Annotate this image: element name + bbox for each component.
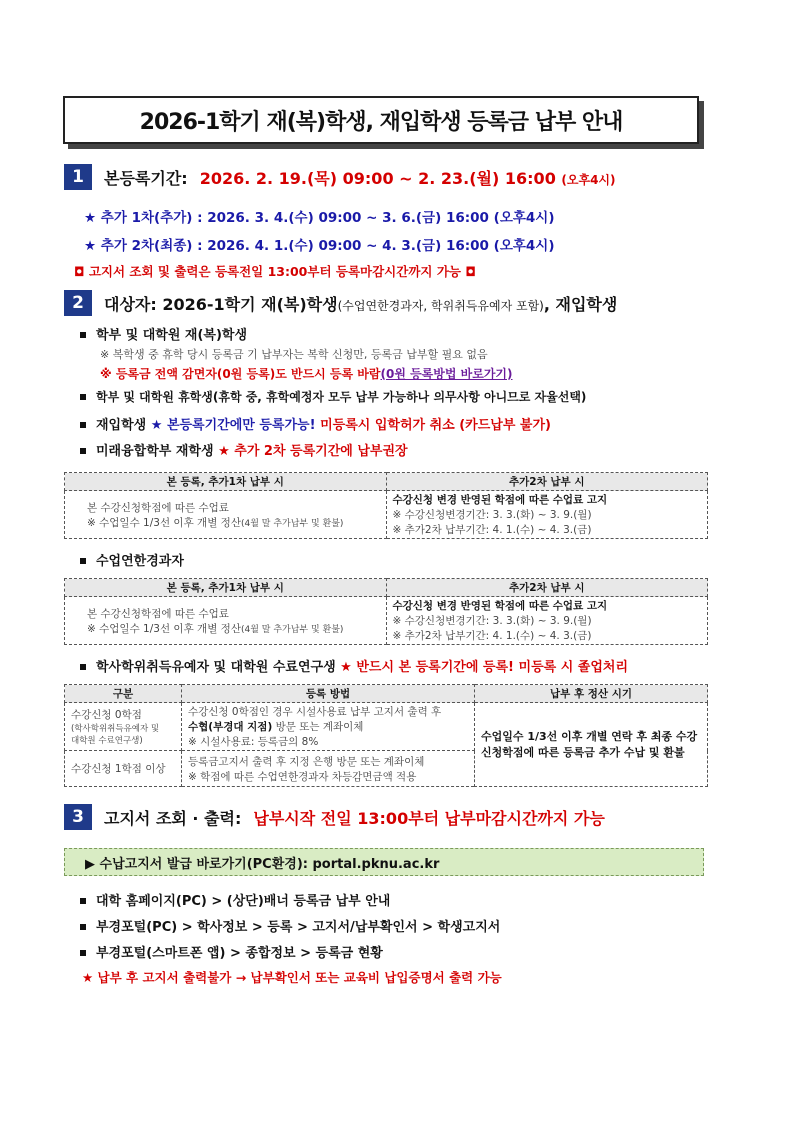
table-header: 본 등록, 추가1차 납부 시 (65, 579, 387, 597)
section-label: 본등록기간: (104, 168, 188, 188)
table-header: 추가2차 납부 시 (386, 473, 708, 491)
table-header: 구분 (65, 685, 182, 703)
bullet-square-icon (80, 448, 86, 454)
payment-table-1 (64, 472, 708, 539)
section-label: 고지서 조회 · 출력: (104, 808, 242, 828)
section-number: 1 (64, 164, 92, 190)
bullet-deferred-graduates: 학사학위취득유예자 및 대학원 수료연구생 ★ 반드시 본 등록기간에 등록! 미등록 시 졸업처리 (80, 656, 628, 675)
payment-table-2 (64, 578, 708, 645)
payment-table-3 (64, 684, 708, 787)
invoice-notice: ◘ 고지서 조회 및 출력은 등록전일 13:00부터 등록마감시간까지 가능 ◘ (74, 264, 476, 279)
returning-note: ※ 복학생 중 휴학 당시 등록금 기 납부자는 복학 신청만, 등록금 납부할 필요 없음 (100, 348, 488, 361)
bullet-leave-students: 학부 및 대학원 휴학생(휴학 중, 휴학예정자 모두 납부 가능하나 의무사항 아니므로 자율선택) (80, 388, 586, 405)
table-cell: 수강신청 0학점인 경우 시설사용료 납부 고지서 출력 후 수협(부경대 지점) 방문 또는 계좌이체 ※ 시설사용료: 등록금의 8% (182, 703, 475, 751)
bullet-overtime-students: 수업연한경과자 (80, 550, 184, 569)
bullet-square-icon (80, 332, 86, 338)
table-cell: 수업일수 1/3선 이후 개별 연락 후 최종 수강신청학점에 따른 등록금 추가 수납 및 환불 (475, 703, 708, 787)
table-header: 본 등록, 추가1차 납부 시 (65, 473, 387, 491)
bullet-square-icon (80, 422, 86, 428)
target-label: 대상자: 2026-1학기 재(복)학생(수업연한경과자, 학위취득유예자 포함), 재입학생 (104, 294, 618, 314)
portal-link[interactable]: ▶ 수납고지서 발급 바로가기(PC환경): portal.pknu.ac.kr (64, 848, 704, 876)
table-cell: 수강신청 1학점 이상 (65, 751, 182, 787)
bullet-square-icon (80, 558, 86, 564)
bullet-future-convergence: 미래융합학부 재학생 ★ 추가 2차 등록기간에 납부권장 (80, 440, 408, 459)
path-homepage: 대학 홈페이지(PC) > (상단)배너 등록금 납부 안내 (80, 890, 390, 909)
section-2-header (64, 290, 617, 316)
section-1-header (64, 164, 616, 190)
section-3-header (64, 804, 605, 830)
table-cell: 등록금고지서 출력 후 지정 은행 방문 또는 계좌이체 ※ 학점에 따른 수업연한경과자 차등감면금액 적용 (182, 751, 475, 787)
bullet-square-icon (80, 394, 86, 400)
bullet-square-icon (80, 898, 86, 904)
table-cell: 본 수강신청학점에 따른 수업료 ※ 수업일수 1/3선 이후 개별 정산(4월 말 추가납부 및 환불) (65, 597, 387, 645)
invoice-time: 납부시작 전일 13:00부터 납부마감시간까지 가능 (253, 808, 605, 828)
bullet-returning-students: 학부 및 대학원 재(복)학생 (80, 324, 247, 343)
zero-fee-notice: ※ 등록금 전액 감면자(0원 등록)도 반드시 등록 바람(0원 등록방법 바로가기) (100, 367, 513, 381)
bullet-square-icon (80, 924, 86, 930)
zero-fee-guide-link[interactable]: (0원 등록방법 바로가기) (380, 367, 513, 381)
table-header: 등록 방법 (182, 685, 475, 703)
section-number: 2 (64, 290, 92, 316)
path-portal-app: 부경포털(스마트폰 앱) > 종합정보 > 등록금 현황 (80, 942, 383, 961)
bullet-square-icon (80, 950, 86, 956)
print-warning: ★ 납부 후 고지서 출력불가 → 납부확인서 또는 교육비 납입증명서 출력 가능 (82, 970, 502, 985)
registration-period: 2026. 2. 19.(목) 09:00 ~ 2. 23.(월) 16:00 (오후4시) (199, 168, 616, 188)
additional-period-2: ★ 추가 2차(최종) : 2026. 4. 1.(수) 09:00 ~ 4. 3.(금) 16:00 (오후4시) (84, 238, 555, 254)
bullet-square-icon (80, 664, 86, 670)
section-number: 3 (64, 804, 92, 830)
table-cell: 본 수강신청학점에 따른 수업료 ※ 수업일수 1/3선 이후 개별 정산(4월 말 추가납부 및 환불) (65, 491, 387, 539)
table-cell: 수강신청 변경 반영된 학점에 따른 수업료 고지 ※ 수강신청변경기간: 3. 3.(화) ~ 3. 9.(월) ※ 추가2차 납부기간: 4. 1.(수) ~ 4. 3.(금) (386, 491, 708, 539)
table-header: 납부 후 정산 시기 (475, 685, 708, 703)
bullet-readmitted: 재입학생 ★ 본등록기간에만 등록가능! 미등록시 입학허가 취소 (카드납부 불가) (80, 414, 551, 433)
table-cell: 수강신청 변경 반영된 학점에 따른 수업료 고지 ※ 수강신청변경기간: 3. 3.(화) ~ 3. 9.(월) ※ 추가2차 납부기간: 4. 1.(수) ~ 4. 3.(금) (386, 597, 708, 645)
path-portal-pc: 부경포털(PC) > 학사정보 > 등록 > 고지서/납부확인서 > 학생고지서 (80, 916, 500, 935)
page-title: 2026-1학기 재(복)학생, 재입학생 등록금 납부 안내 (63, 96, 699, 144)
additional-period-1: ★ 추가 1차(추가) : 2026. 3. 4.(수) 09:00 ~ 3. 6.(금) 16:00 (오후4시) (84, 210, 555, 226)
table-cell: 수강신청 0학점 (학사학위취득유예자 및 대학원 수료연구생) (65, 703, 182, 751)
table-header: 추가2차 납부 시 (386, 579, 708, 597)
